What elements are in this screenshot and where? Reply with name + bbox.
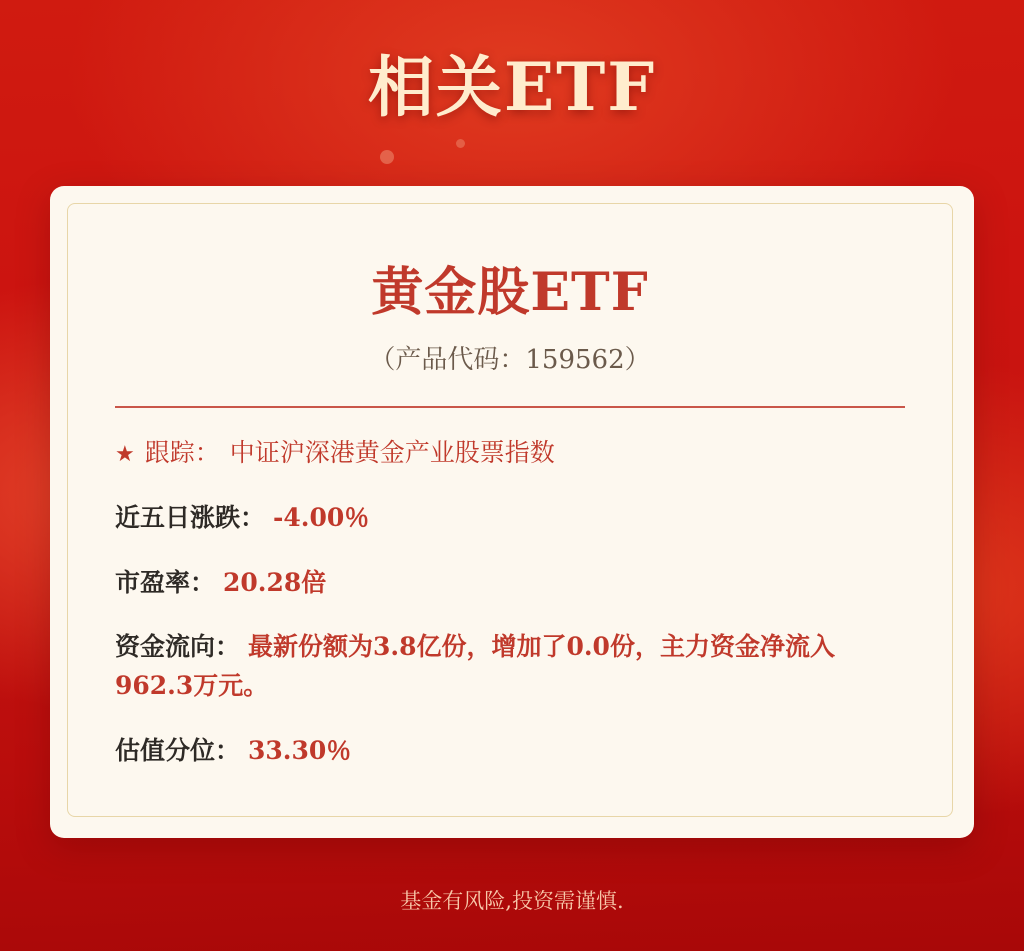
tracking-index-row <box>115 434 905 473</box>
tracking-index-value: 中证沪深港黄金产业股票指数 <box>229 438 555 467</box>
metric-value: 20.28倍 <box>222 567 327 597</box>
metric-label: 市盈率： <box>115 567 216 597</box>
metric-value: 最新份额为3.8亿份，增加了0.0份，主力资金净流入962.3万元。 <box>115 632 835 700</box>
card-divider <box>115 406 905 408</box>
metric-label: 近五日涨跌： <box>115 502 266 532</box>
metric-row-pe-ratio <box>115 564 905 603</box>
etf-card-inner-border <box>67 203 953 817</box>
etf-name: 黄金股ETF <box>371 262 649 323</box>
star-icon: ★ <box>115 442 135 467</box>
metric-label: 估值分位： <box>115 735 241 765</box>
metric-label: 资金流向： <box>115 632 241 662</box>
page-title: 相关ETF <box>367 48 657 126</box>
tracking-index-label: 跟踪： <box>144 438 220 467</box>
metric-row-five-day-change <box>115 499 905 538</box>
decorative-bubble <box>380 150 394 164</box>
metric-value: 33.30％ <box>247 735 352 765</box>
decorative-bubble <box>456 139 465 148</box>
metric-row-fund-flow <box>115 628 905 706</box>
etf-code: （产品代码：159562） <box>369 345 651 375</box>
metric-row-valuation-percentile <box>115 732 905 771</box>
metrics-list <box>115 434 905 771</box>
metric-value: -4.00％ <box>272 502 370 532</box>
disclaimer-text: 基金有风险,投资需谨慎. <box>400 889 624 913</box>
etf-card <box>50 186 974 838</box>
